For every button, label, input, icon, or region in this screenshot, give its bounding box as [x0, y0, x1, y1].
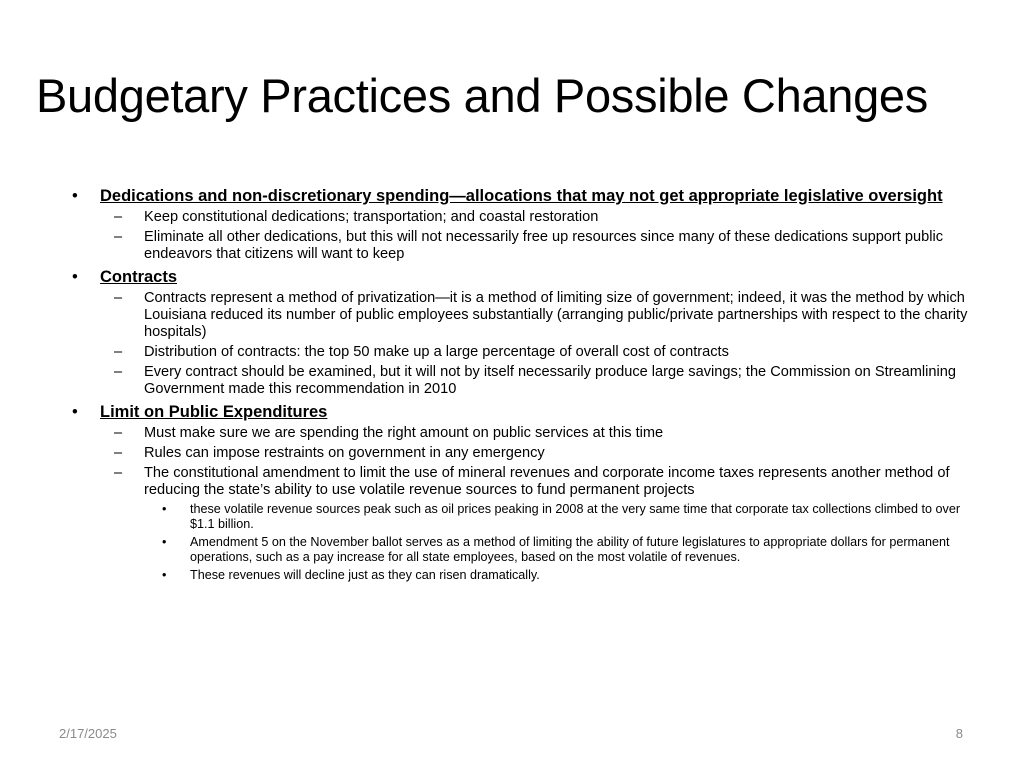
list-item-text: Contracts represent a method of privatization—it is a method of limiting size of government; indeed, it was the method by which Louisiana reduced its number of public employees substantially (arranging public/private partnerships with respect to the charity hospitals)	[144, 290, 968, 340]
sub-list-item	[72, 502, 968, 532]
section-heading-limit-expenditures: Limit on Public Expenditures	[100, 403, 328, 421]
bullet-dedications	[72, 186, 968, 206]
slide-content	[72, 182, 968, 583]
list-item-text: Must make sure we are spending the right amount on public services at this time	[144, 425, 664, 441]
list-item	[72, 290, 968, 341]
list-item-text: Rules can impose restraints on government in any emergency	[144, 445, 545, 461]
list-item-text: Keep constitutional dedications; transportation; and coastal restoration	[144, 209, 599, 225]
sub-list-item-text: these volatile revenue sources peak such as oil prices peaking in 2008 at the very same time that corporate tax collections climbed to over $1.1 billion.	[190, 502, 961, 531]
bullet-dot-icon: •	[72, 187, 78, 205]
section-heading-dedications: Dedications and non-discretionary spending—allocations that may not get appropriate legislative oversight	[100, 187, 943, 205]
bullet-contracts	[72, 267, 968, 287]
list-item-text: Distribution of contracts: the top 50 make up a large percentage of overall cost of contracts	[144, 344, 729, 360]
dash-bullet-icon: –	[114, 209, 123, 225]
dash-bullet-icon: –	[114, 445, 123, 461]
bullet-dot-icon: •	[72, 403, 78, 421]
bullet-dot-icon: •	[72, 268, 78, 286]
section-heading-contracts: Contracts	[100, 268, 178, 286]
list-item-text: The constitutional amendment to limit the use of mineral revenues and corporate income taxes represents another method of reducing the state’s ability to use volatile revenue sources to fund permanent projects	[144, 465, 950, 498]
small-bullet-icon: •	[162, 502, 167, 516]
slide-title: Budgetary Practices and Possible Changes	[36, 69, 928, 122]
sub-list-item	[72, 535, 968, 565]
list-item	[72, 344, 968, 361]
list-item	[72, 445, 968, 462]
footer-date: 2/17/2025	[59, 726, 117, 741]
slide-number: 8	[955, 726, 963, 741]
dash-bullet-icon: –	[114, 364, 123, 380]
sub-list-item	[72, 568, 968, 583]
dash-bullet-icon: –	[114, 425, 123, 441]
list-item	[72, 229, 968, 263]
small-bullet-icon: •	[162, 535, 167, 549]
list-item	[72, 364, 968, 398]
dash-bullet-icon: –	[114, 344, 123, 360]
small-bullet-icon: •	[162, 568, 167, 582]
dash-bullet-icon: –	[114, 290, 123, 306]
sub-list-item-text: These revenues will decline just as they can risen dramatically.	[190, 568, 540, 582]
dash-bullet-icon: –	[114, 229, 123, 245]
list-item-text: Eliminate all other dedications, but this will not necessarily free up resources since many of these dedications support public endeavors that citizens will want to keep	[144, 229, 944, 262]
list-item	[72, 465, 968, 499]
list-item	[72, 425, 968, 442]
dash-bullet-icon: –	[114, 465, 123, 481]
sub-list-item-text: Amendment 5 on the November ballot serves as a method of limiting the ability of future legislatures to appropriate dollars for permanent operations, such as a pay increase for all state employees, based on the most volatile of revenues.	[190, 535, 950, 564]
bullet-limit-expenditures	[72, 402, 968, 422]
list-item	[72, 209, 968, 226]
list-item-text: Every contract should be examined, but it will not by itself necessarily produce large savings; the Commission on Streamlining Government made this recommendation in 2010	[144, 364, 956, 397]
